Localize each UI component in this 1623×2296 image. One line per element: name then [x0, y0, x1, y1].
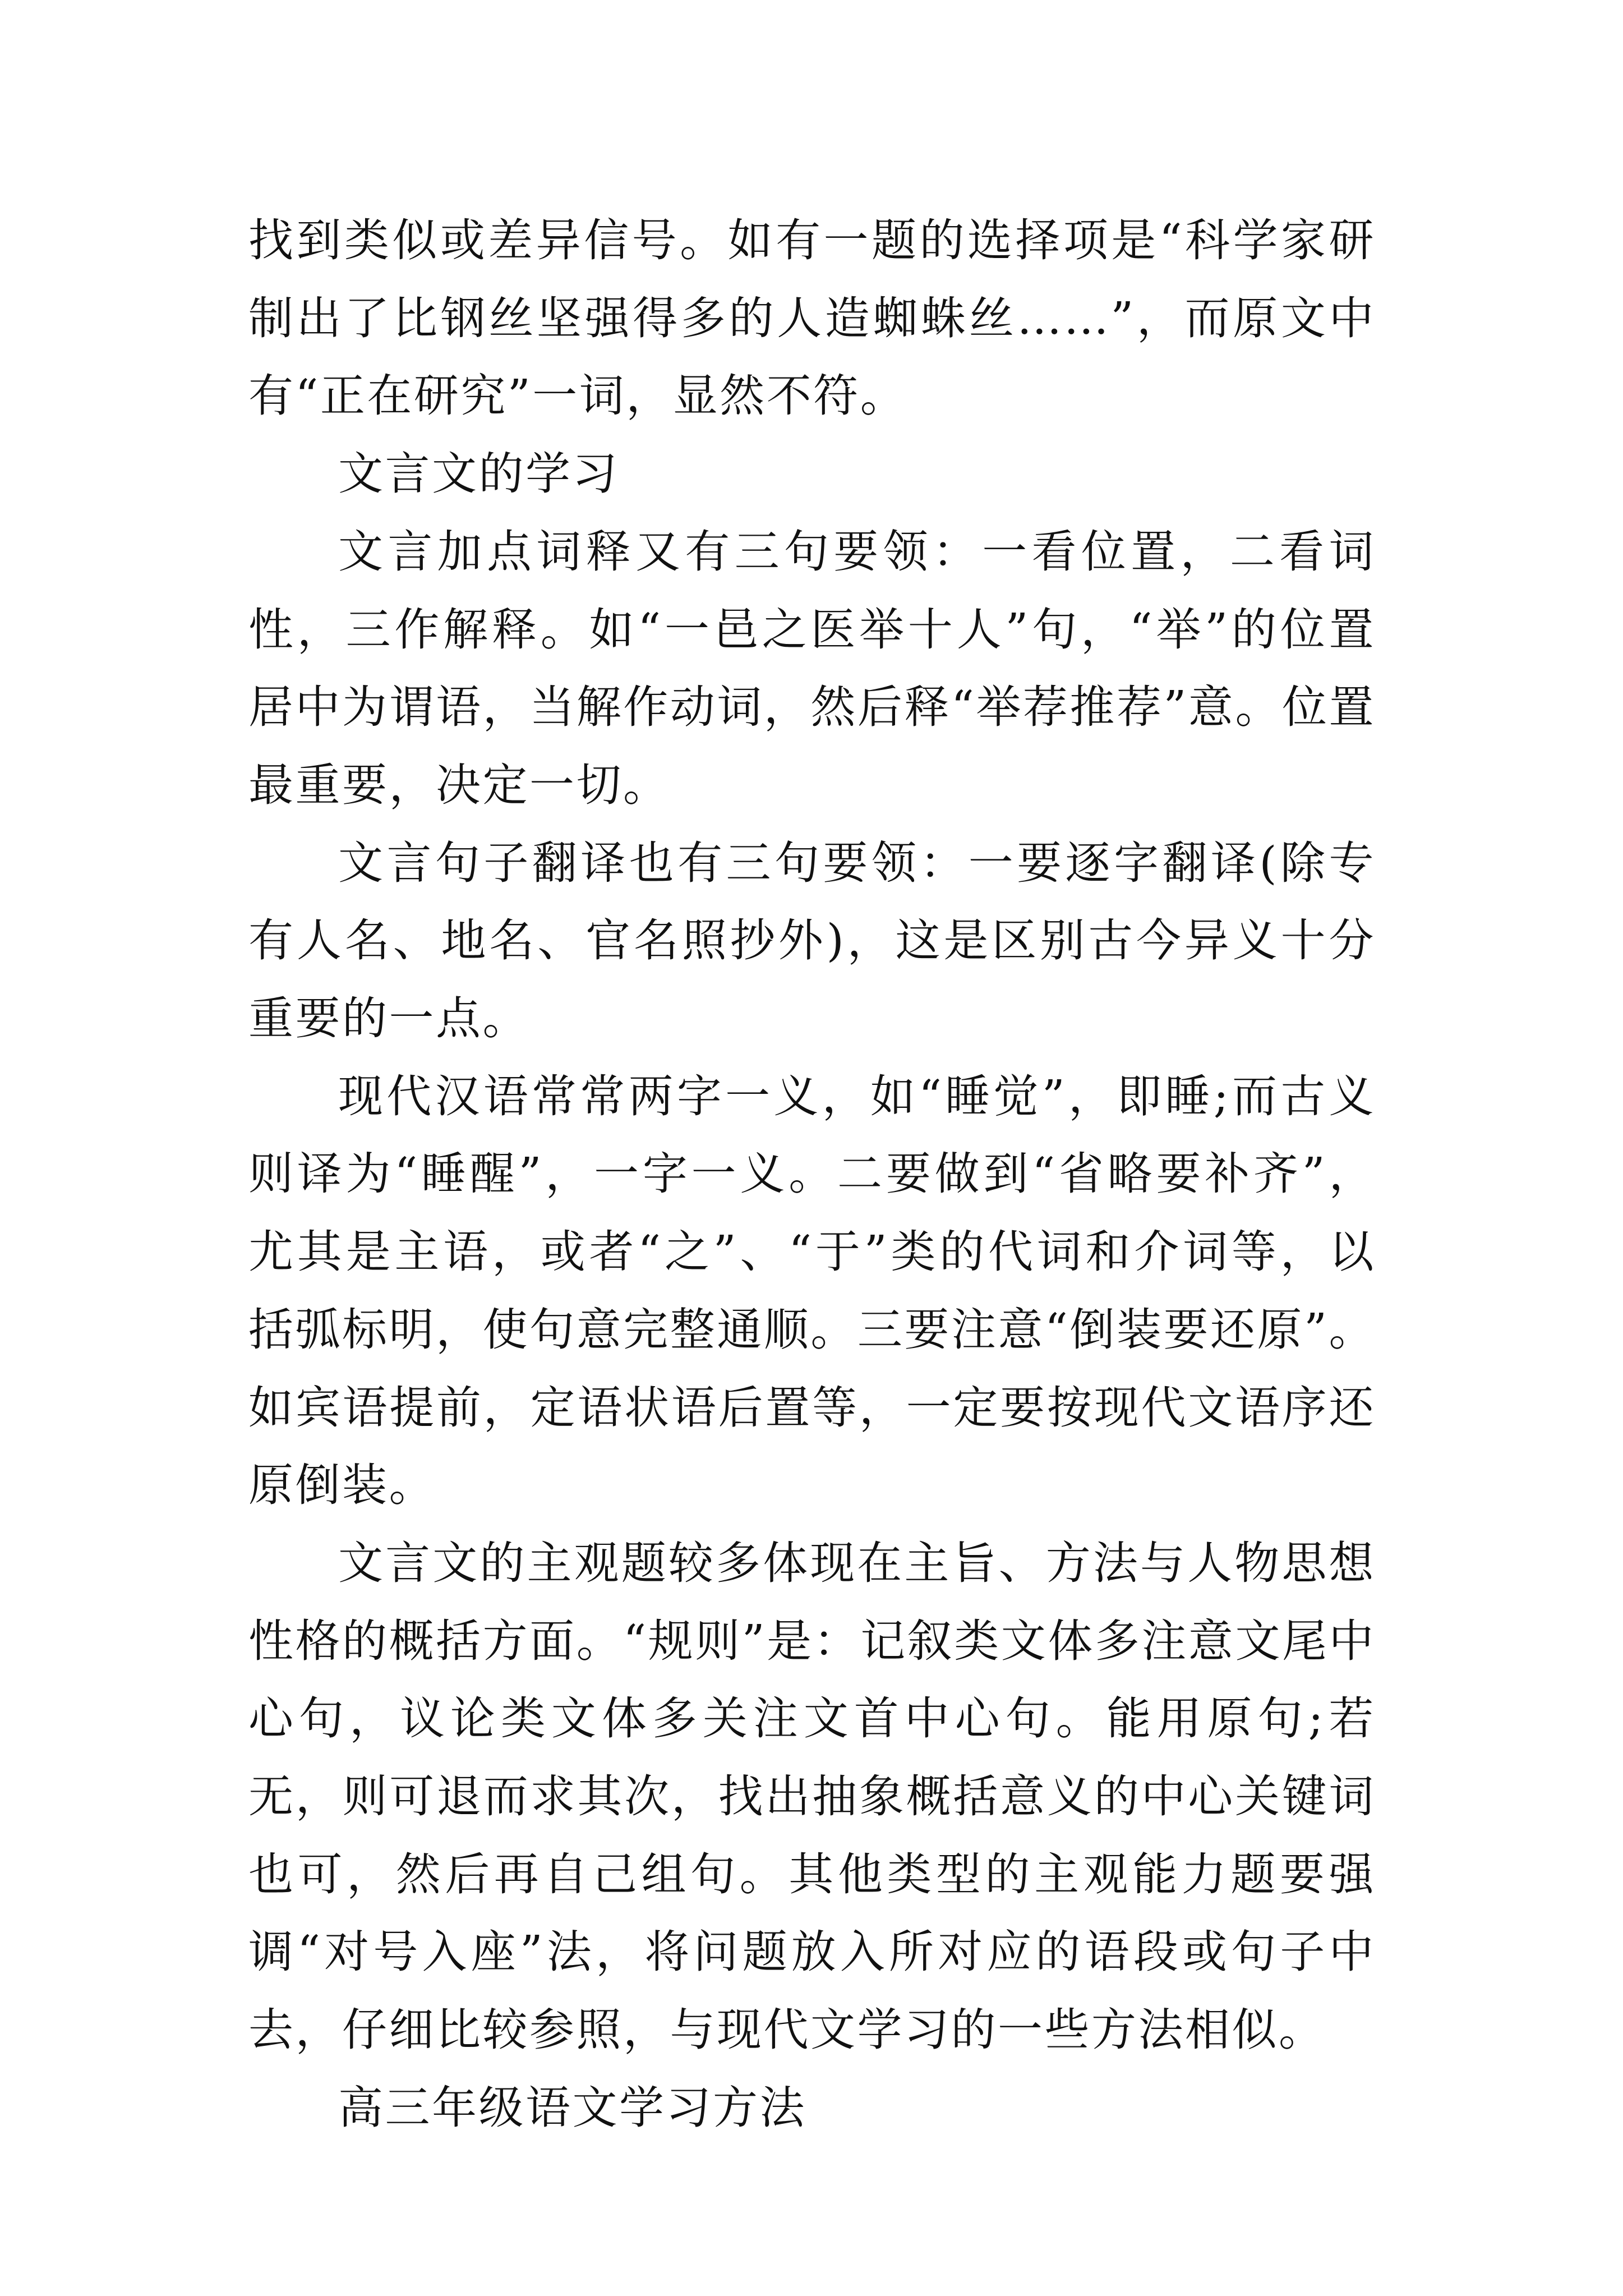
section-heading-classical-chinese: 文言文的学习 — [338, 448, 619, 500]
document-body — [248, 202, 1376, 2147]
paragraph-continuation: 找到类似或差异信号。如有一题的选择项是“科学家研制出了比钢丝坚强得多的人造蜘蛛丝……”，而原文中有“正在研究”一词，显然不符。 — [248, 214, 1376, 422]
section-heading-senior-three-methods: 高三年级语文学习方法 — [338, 2081, 806, 2134]
paragraph-sentence-translation: 文言句子翻译也有三句要领：一要逐字翻译(除专有人名、地名、官名照抄外)，这是区别古今异义十分重要的一点。 — [248, 836, 1376, 1045]
paragraph-word-explanation: 文言加点词释又有三句要领：一看位置，二看词性，三作解释。如“一邑之医举十人”句，“举”的位置居中为谓语，当解作动词，然后释“举荐推荐”意。位置最重要，决定一切。 — [248, 525, 1376, 811]
paragraph-subjective-questions: 文言文的主观题较多体现在主旨、方法与人物思想性格的概括方面。“规则”是：记叙类文体多注意文尾中心句，议论类文体多关注文首中心句。能用原句;若无，则可退而求其次，找出抽象概括意义的中心关键词也可，然后再自己组句。其他类型的主观能力题要强调“对号入座”法，将问题放入所对应的语段或句子中去，仔细比较参照，与现代文学习的一些方法相似。 — [248, 1536, 1376, 2056]
paragraph-modern-chinese: 现代汉语常常两字一义，如“睡觉”，即睡;而古义则译为“睡醒”，一字一义。二要做到“省略要补齐”，尤其是主语，或者“之”、“于”类的代词和介词等，以括弧标明，使句意完整通顺。三要注意“倒装要还原”。如宾语提前，定语状语后置等，一定要按现代文语序还原倒装。 — [248, 1070, 1376, 1512]
